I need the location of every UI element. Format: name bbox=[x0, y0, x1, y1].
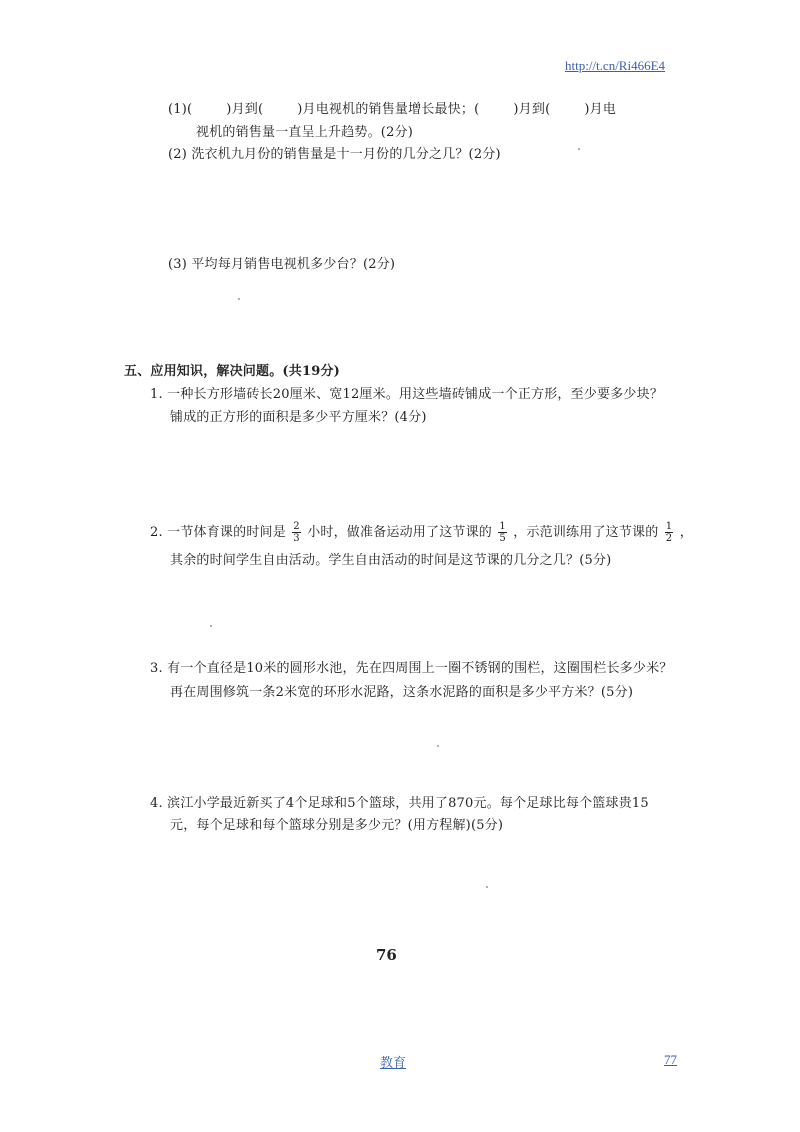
problem3-line2: 再在周围修筑一条2米宽的环形水泥路，这条水泥路的面积是多少平方米？(5分) bbox=[170, 685, 634, 700]
problem3-line1: 3. 有一个直径是10米的圆形水池，先在四周围上一圈不锈钢的围栏，这圈围栏长多少米？ bbox=[150, 661, 673, 676]
subquestion-3: (3) 平均每月销售电视机多少台？(2分) bbox=[168, 257, 396, 272]
problem2-line1 bbox=[150, 521, 693, 544]
p2-text-a: 2. 一节体育课的时间是 bbox=[150, 525, 286, 540]
subquestion-1-line1 bbox=[168, 101, 616, 119]
problem4-line2: 元，每个足球和每个篮球分别是多少元？(用方程解)(5分) bbox=[170, 818, 504, 833]
frac2-numerator: 1 bbox=[499, 521, 506, 532]
frac1-numerator: 2 bbox=[293, 521, 300, 532]
p2-text-d: ， bbox=[679, 525, 693, 540]
fraction-one-half bbox=[665, 521, 674, 544]
footer-education-link[interactable]: 教育 bbox=[380, 1055, 407, 1070]
page-number: 76 bbox=[376, 946, 397, 964]
fraction-one-fifth bbox=[498, 521, 507, 544]
q1-part-c: )月电视机的销售量增长最快；( bbox=[297, 102, 480, 117]
q1-part-e: )月电 bbox=[584, 102, 617, 117]
scan-speck bbox=[437, 745, 439, 747]
problem4-line1: 4. 滨江小学最近新买了4个足球和5个篮球，共用了870元。每个足球比每个篮球贵15 bbox=[150, 796, 649, 811]
problem1-line2: 铺成的正方形的面积是多少平方厘米？(4分) bbox=[170, 410, 427, 425]
problem1-line1: 1. 一种长方形墙砖长20厘米、宽12厘米。用这些墙砖铺成一个正方形，至少要多少块？ bbox=[150, 387, 664, 402]
subquestion-2: (2) 洗衣机九月份的销售量是十一月份的几分之几？(2分) bbox=[168, 147, 501, 162]
q1-part-a: (1)( bbox=[168, 102, 193, 117]
p2-text-c: ，示范训练用了这节课的 bbox=[513, 525, 659, 540]
frac2-denominator: 5 bbox=[499, 533, 506, 544]
p2-text-b: 小时，做准备运动用了这节课的 bbox=[307, 525, 492, 540]
scan-speck bbox=[486, 886, 488, 888]
q1-part-b: )月到( bbox=[226, 102, 264, 117]
scan-speck bbox=[578, 148, 580, 150]
footer-page-link[interactable]: 77 bbox=[664, 1052, 677, 1067]
scan-speck bbox=[238, 298, 240, 300]
frac1-denominator: 3 bbox=[293, 533, 300, 544]
fraction-two-thirds bbox=[292, 521, 301, 544]
header-url-link[interactable]: http://t.cn/Ri466E4 bbox=[565, 58, 666, 73]
subquestion-1-line2: 视机的销售量一直呈上升趋势。(2分) bbox=[196, 125, 414, 140]
scan-speck bbox=[210, 625, 212, 627]
frac3-numerator: 1 bbox=[665, 521, 673, 532]
problem2-line2: 其余的时间学生自由活动。学生自由活动的时间是这节课的几分之几？(5分) bbox=[170, 553, 612, 568]
section5-title: 五、应用知识，解决问题。(共19分) bbox=[124, 364, 340, 379]
frac3-denominator: 2 bbox=[665, 533, 673, 544]
q1-part-d: )月到( bbox=[513, 102, 551, 117]
